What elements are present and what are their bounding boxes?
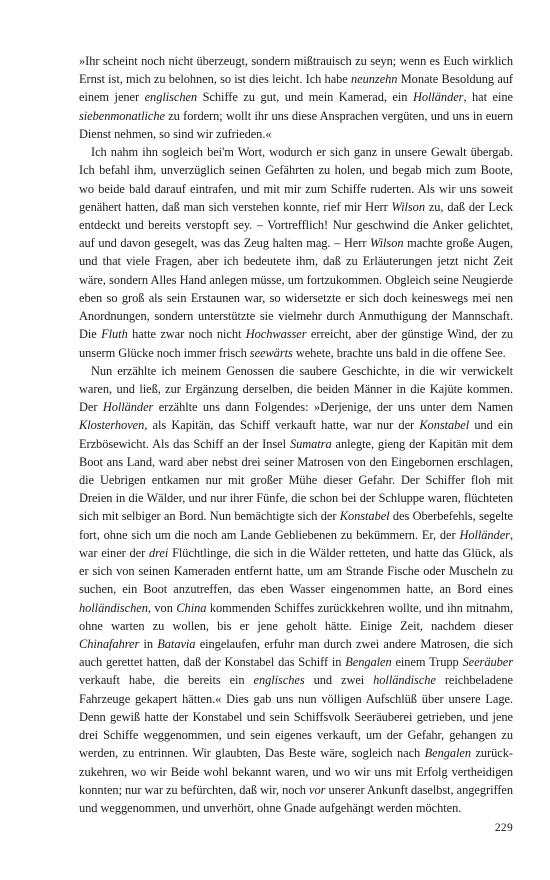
text-run: und ein Erzbösewicht. Als das Schiff an der Insel	[79, 418, 513, 451]
italic-text: Wilson	[370, 236, 404, 251]
paragraph	[79, 362, 513, 817]
text-run: zu fordern; wollt ihr uns diese Ansprachen vergüten, und uns in euern Dienst nehmen, so sind wir zufrieden.«	[79, 108, 513, 141]
text-run: hatte zwar noch nicht	[127, 327, 246, 342]
italic-text: vor	[309, 782, 326, 797]
italic-text: Bengalen	[424, 746, 472, 761]
italic-text: Holländer	[102, 400, 154, 415]
italic-text: Fluth	[101, 327, 128, 342]
text-run: reichbeladene Fahrzeuge gekapert hätten.« Dies gab uns nun völligen Aufschlüß über unsere Lage. Denn gewiß hatte der Konstabel und sein Schiffsvolk Seeräuberei getrieben, und jene drei Schiffe weggenommen, und sein eigenes verkauft, um der Gefahr, gehangen zu werden, zu entrinnen. Wir glaubten, Das Beste wäre, sogleich nach	[79, 673, 513, 761]
italic-text: Sumatra	[289, 436, 332, 451]
text-run: machte große Augen, und that viele Fragen, aber ich bedeutete ihm, daß zu Erläuterungen jetzt nicht Zeit wäre, sondern Alles Hand anlegen müsse, um fortzukommen. Obgleich seine Neugierde eben so groß als sein Erstaunen war, so widersetzte er sich doch keineswegs mei nen Anordnungen, sondern unterstützte sie vielmehr durch Anmuthigung der Mannschaft. Die	[79, 236, 513, 342]
italic-text: Bengalen	[345, 655, 392, 670]
italic-text: englisches	[253, 673, 305, 688]
italic-text: Wilson	[391, 199, 425, 214]
text-run: erreicht, aber der günstige Wind, der zu unserm Glücke noch immer frisch	[79, 327, 513, 360]
text-run: des Oberbefehls, segelte fort, ohne sich um die noch am Lande Gebliebenen zu bekümmern. Er, der	[79, 509, 514, 542]
italic-text: holländischen	[79, 600, 148, 615]
italic-text: seewärts	[249, 345, 293, 360]
text-run: unserer Ankunft daselbst, angegriffen und weggenommen, und unverhört, ohne Gnade aufgehängt werden möchten.	[79, 782, 514, 815]
italic-text: Holländer	[459, 527, 510, 542]
text-run: eingelaufen, erfuhr man durch zwei andere Matrosen, die sich auch gerettet hatten, daß der Konstabel das Schiff in	[79, 637, 513, 670]
italic-text: Konstabel	[419, 418, 470, 433]
text-run: in	[139, 637, 158, 651]
text-run: zurückzukehren, wo wir Beide wohl bekannt waren, und wo wir uns mit Erfolg vertheidigen konnten; nur war zu befürchten, daß wir, noch	[79, 746, 513, 797]
text-run: , als Kapitän, das Schiff verkauft hatte, war nur der	[144, 418, 420, 433]
italic-text: Klosterhoven	[79, 418, 145, 433]
paragraph	[79, 143, 513, 362]
italic-text: neunzehn	[351, 72, 398, 87]
italic-text: drei	[148, 545, 169, 560]
text-run: verkauft habe, die bereits ein	[79, 673, 254, 688]
text-run: und zwei	[304, 673, 374, 688]
italic-text: holländische	[373, 673, 436, 688]
text-run: »Ihr scheint noch nicht überzeugt, sondern mißtrauisch zu seyn; wenn es Euch wirklich Ernst ist, mich zu belohnen, so ist dies leicht. Ich habe	[79, 54, 513, 87]
italic-text: siebenmonatliche	[79, 108, 165, 123]
text-run: Flüchtlinge, die sich in die Wälder retteten, und hatte das Glück, als er sich von seinen Kameraden entfernt hatte, um am Strande Fische oder Muscheln zu suchen, ein Boot anzutreffen, das eben Wasser eingenommen hatte, an Bord eines	[79, 545, 513, 597]
italic-text: Holländer	[412, 90, 464, 105]
text-run: Nun erzählte ich meinem Genossen die saubere Geschichte, in die wir verwickelt waren, und ließ, zur Ergänzung derselben, die beiden Männer in die Kajüte kommen. Der	[79, 363, 513, 415]
body-text	[79, 52, 513, 817]
text-run: einem Trupp	[391, 655, 463, 670]
italic-text: Chinafahrer	[79, 637, 140, 651]
text-run: Monate Besoldung auf einem jener	[79, 72, 514, 105]
text-run: anlegte, gieng der Kapitän mit dem Boot ans Land, ward aber nebst drei seiner Matrosen von den Eingebornen erschlagen, die Uebrigen entkamen nur mit großer Mühe dieser Gefahr. Der Schiffer floh mit Dreien in die Wälder, und nur ihrer Fünfe, die schon bei der Schluppe waren, flüchteten sich mit selbiger an Bord. Nun bemächtigte sich der	[79, 436, 513, 524]
text-run: , von	[147, 600, 177, 615]
text-run: wehete, brachte uns bald in die offene See.	[292, 345, 506, 360]
italic-text: Seeräuber	[462, 655, 513, 670]
text-run: , hat eine	[463, 90, 513, 105]
text-run: , war einer der	[79, 527, 513, 560]
text-run: erzählte uns dann Folgendes: »Derjenige, der uns unter dem Namen	[153, 400, 513, 415]
italic-text: Hochwasser	[245, 327, 307, 342]
paragraph	[79, 52, 513, 143]
text-run: zu, daß der Leck entdeckt und bereits verstopft sey. – Vortrefflich! Nur geschwind die Anker gelichtet, auf und davon gesegelt, was das Zeug halten mag. – Herr	[79, 199, 513, 251]
italic-text: englischen	[144, 90, 198, 105]
italic-text: Konstabel	[339, 509, 390, 524]
text-run: Schiffe zu gut, und mein Kamerad, ein	[197, 90, 413, 105]
italic-text: China	[176, 600, 207, 615]
text-run: kommenden Schiffes zurückkehren wollte, und ihn mitnahm, ohne warten zu wollen, bis er jene geholt hätte. Einige Zeit, nachdem dieser	[79, 600, 513, 633]
text-run: Ich nahm ihn sogleich bei'm Wort, wodurch er sich ganz in unsere Gewalt übergab. Ich befahl ihm, unverzüglich seinen Gefährten zu holen, und begab mich zum Boote, wo beide bald darauf eintrafen, und mit mir zum Schiffe ruderten. Als wir uns soweit genähert hatten, daß man sich verstehen konnte, rief mir Herr	[79, 145, 513, 214]
page-number: 229	[494, 822, 513, 834]
italic-text: Batavia	[157, 637, 196, 651]
